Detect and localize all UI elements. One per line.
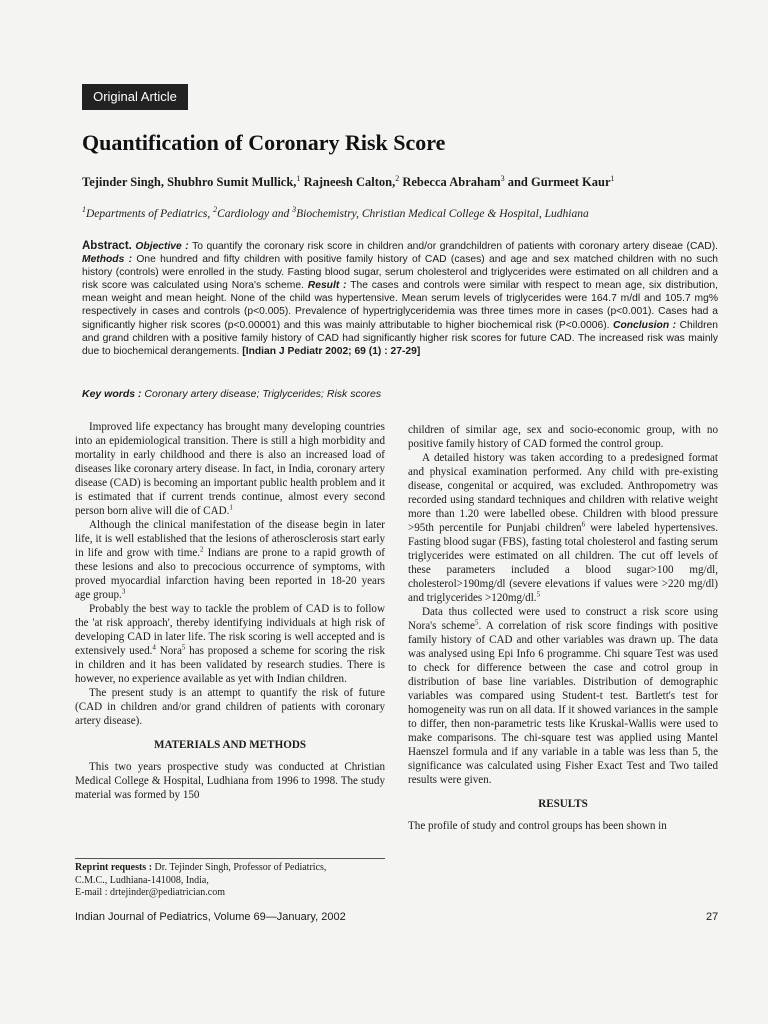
methods-label: Methods : [82, 254, 133, 266]
affiliation-superscript: 2 [213, 205, 218, 214]
article-title: Quantification of Coronary Risk Score [82, 130, 446, 155]
body-paragraph [408, 423, 718, 451]
paragraph-text: were labeled hypertensives. Fasting blood sugar (FBS), fasting total cholesterol and fasting serum triglycerides were estimated on all children. The cut off levels of these parameters included a blood sugar>100 mg/dl, cholesterol>190mg/dl (severe elevations if values were >220 mg/dl) and triglycerides >120mg/dl. [408, 522, 718, 604]
reference-marker: 5 [474, 618, 479, 627]
author-text: Tejinder Singh, Shubhro Sumit Mullick, [82, 175, 297, 190]
section-heading-methods: MATERIALS AND METHODS [153, 739, 307, 751]
conclusion-text: Children and grand children with a positive family history of CAD had significantly higher risk scores for future CAD. The increased risk was mainly due to biochemical derangements. [82, 319, 718, 357]
reference-marker: 5 [181, 643, 186, 652]
body-paragraph [75, 760, 385, 802]
paragraph-text: . A correlation of risk score findings with positive family history of CAD and other variables was drawn up. The data was analysed using Epi Info 6 programme. Chi square Test was used to check for difference between the case and cotrol group in distribution of base line variables. Distribution of demographic variables was compared using Student-t test. Bartlett's test for homogeneity was run on all data. If it showed variances in the sample to differ, then non-parametric tests like Kruskal-Wallis were used to make comparisons. The chi-square test was applied using Mantel Haenszel formula and if any variable in a table was less than 5, the significance was calculated using Fisher Exact Test and Two tailed results were given. [408, 620, 718, 786]
section-heading-results: RESULTS [538, 798, 588, 810]
result-label: Result : [307, 280, 347, 292]
abstract-block [82, 240, 718, 358]
body-paragraph [408, 605, 718, 787]
article-type-badge: Original Article [82, 84, 188, 110]
body-paragraph [408, 451, 718, 605]
affiliation-text: Biochemistry, Christian Medical College & Hospital, Ludhiana [296, 207, 589, 220]
affiliation-line [82, 205, 589, 220]
paragraph-text: Data thus collected were used to construct a risk score using Nora's scheme [408, 606, 718, 632]
reference-marker: 3 [121, 587, 126, 596]
affiliation-superscript: 1 [82, 205, 86, 214]
reference-marker: 1 [229, 503, 233, 512]
author-superscript: 1 [610, 174, 615, 183]
conclusion-label: Conclusion : [613, 319, 677, 331]
footnote-email: E-mail : drtejinder@pediatrician.com [75, 887, 225, 898]
paragraph-text: The present study is an attempt to quantify the risk of future (CAD in children and/or grand children of patients with coronary artery disease). [75, 687, 385, 727]
citation-text: [Indian J Pediatr 2002; 69 (1) : 27-29] [242, 345, 421, 357]
author-text: Rebecca Abraham [399, 175, 501, 190]
abstract-label: Abstract. [82, 240, 132, 252]
author-list [82, 174, 615, 190]
affiliation-superscript: 3 [292, 205, 297, 214]
paragraph-text: The profile of study and control groups has been shown in [408, 820, 667, 832]
footnote-line: C.M.C., Ludhiana-141008, India, [75, 874, 209, 886]
reprint-label: Reprint requests : [75, 862, 153, 873]
author-text: Rajneesh Calton, [300, 175, 396, 190]
methods-text: One hundred and fifty children with positive family history of CAD (cases) and age and sex matched children with no such history (controls) were enrolled in the study. Fasting blood sugar, serum cholesterol and triglycerides were estimated on all children and a risk score was calculated using Nora's scheme. [82, 254, 718, 292]
body-paragraph [75, 602, 385, 686]
footnote-text: Dr. Tejinder Singh, Professor of Pediatrics, [152, 862, 327, 873]
author-text: and Gurmeet Kaur [504, 175, 611, 190]
paragraph-text: Nora [155, 645, 182, 657]
keywords-value: Coronary artery disease; Triglycerides; Risk scores [141, 388, 382, 400]
author-superscript: 3 [500, 174, 505, 183]
right-column [408, 423, 718, 833]
body-paragraph [408, 819, 718, 833]
reprint-footnote [75, 858, 385, 900]
author-superscript: 2 [395, 174, 400, 183]
paragraph-text: This two years prospective study was conducted at Christian Medical College & Hospital, Ludhiana from 1996 to 1998. The study material was formed by 150 [75, 761, 385, 801]
body-paragraph [75, 518, 385, 602]
affiliation-text: Cardiology and [217, 207, 293, 220]
reference-marker: 2 [200, 545, 204, 554]
body-paragraph [75, 686, 385, 728]
paragraph-text: Improved life expectancy has brought many developing countries into an epidemiological transition. There is still a high morbidity and mortality in early childhood and there is also an increased load of diseases like coronary artery disease. In fact, in India, coronary artery disease (CAD) is becoming an important public health problem and it is estimated that if current trends continue, almost every second person born alive will die of CAD. [75, 421, 385, 517]
paragraph-text: A detailed history was taken according to a predesigned format and physical examination performed. Any child with pre-existing disease, congenital or acquired, was excluded. Anthropometry was recorded using standard techniques and children with relative weight more than 1.20 were labelled obese. Children with blood pressure >95th percentile for Punjabi children [408, 452, 718, 534]
keywords-label: Key words : [82, 388, 142, 400]
reference-marker: 6 [581, 520, 586, 529]
reference-marker: 4 [152, 643, 156, 652]
left-column [75, 420, 385, 802]
body-paragraph [75, 420, 385, 518]
paragraph-text: Probably the best way to tackle the problem of CAD is to follow the 'at risk approach', thereby identifying individuals at high risk of developing CAD in later life. The risk scoring is well accepted and is extensively used. [75, 603, 385, 657]
paragraph-text: children of similar age, sex and socio-economic group, with no positive family history of CAD formed the control group. [408, 424, 718, 450]
author-superscript: 1 [296, 174, 301, 183]
keywords-line [82, 388, 718, 400]
reference-marker: 5 [536, 590, 541, 599]
objective-text: To quantify the coronary risk score in children and/or grandchildren of patients with coronary artery diseae (CAD). [188, 241, 718, 252]
result-text: The cases and controls were similar with respect to mean age, six distribution, mean weight and mean height. None of the child was hypertensive. Mean serum levels of triglycerides were 164.7 m/dl and 105.7 mg% respectively in cases and controls (p<0.005). Prevalence of hypertriglyceridemia was three times more in cases (p<0.001). Cases had a significantly higher risk scores (p<0.00001) and this was mainly attributable to higher biochemical risk (P<0.0006). [82, 280, 718, 331]
paragraph-text: Although the clinical manifestation of the disease begin in later life, it is well established that the lesions of atherosclerosis start early in life and grow with time. [75, 519, 385, 559]
objective-label: Objective : [135, 241, 189, 252]
page-number: 27 [706, 911, 719, 923]
footnote-line [75, 862, 385, 875]
affiliation-text: Departments of Pediatrics, [86, 207, 214, 220]
paragraph-text: has proposed a scheme for scoring the risk in children and it has been validated by research studies. There is however, no experience available as yet with Indian children. [75, 645, 386, 685]
paragraph-text: Indians are prone to a rapid growth of these lesions and also to precocious occurrence of symptoms, with proved myocardial infarction having been reported in 18-20 years age group. [75, 547, 385, 601]
journal-footer: Indian Journal of Pediatrics, Volume 69—January, 2002 [75, 911, 346, 923]
